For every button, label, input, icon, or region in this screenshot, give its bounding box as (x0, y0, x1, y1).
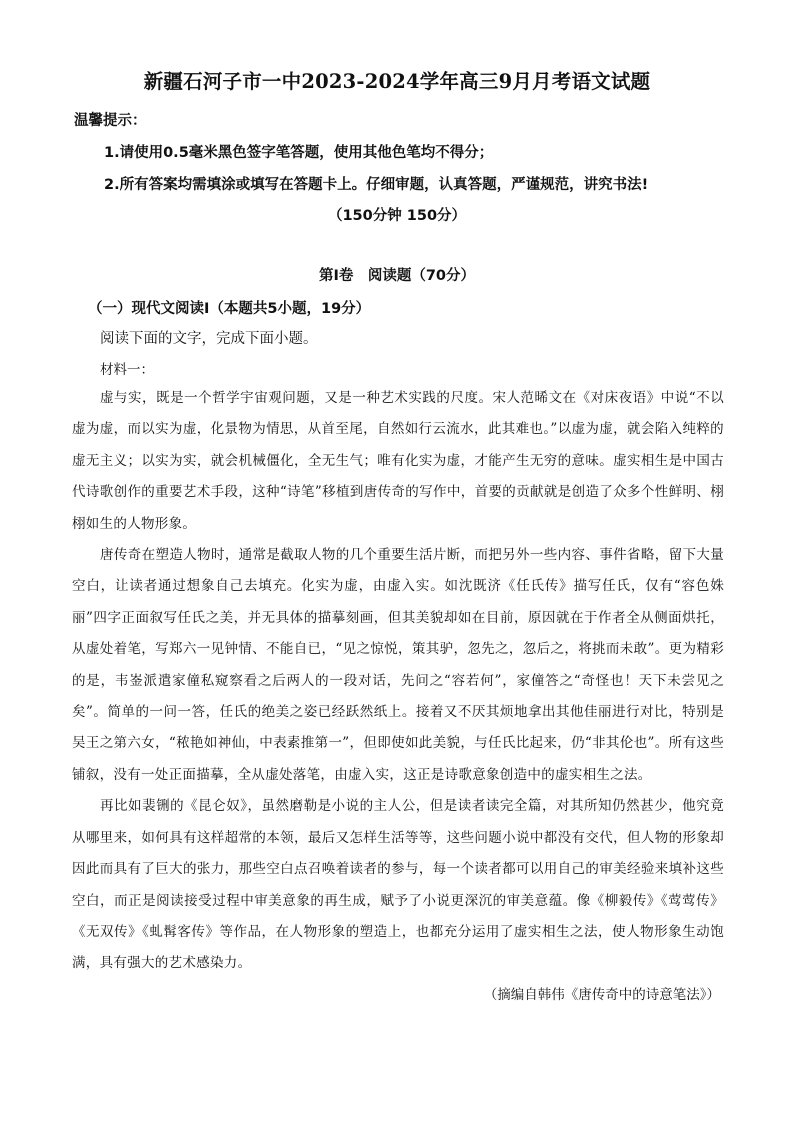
material-label: 材料一： (100, 362, 154, 378)
exam-time-score: （150分钟 150分） (327, 208, 467, 224)
notice-item-1: 1.请使用0.5毫米黑色签字笔答题，使用其他色笔均不得分； (104, 145, 494, 161)
passage-source: （摘编自韩伟《唐传奇中的诗意笔法》） (483, 987, 720, 1003)
passage (72, 383, 724, 980)
notice-label: 温馨提示： (74, 113, 147, 129)
passage-paragraph-3: 再比如裴铏的《昆仑奴》，虽然磨勒是小说的主人公，但是读者读完全篇，对其所知仍然甚少，他究竟从哪里来，如何具有这样超常的本领，最后又怎样生活等等，这些问题小说中都没有交代，但人物的形象却因此而具有了巨大的张力，那些空白点召唤着读者的参与，每一个读者都可以用自己的审美经验来填补这些空白，而正是阅读接受过程中审美意象的再生成，赋予了小说更深沉的审美意蕴。像《柳毅传》《莺莺传》《无双传》《虬髯客传》等作品，在人物形象的塑造上，也都充分运用了虚实相生之法，使人物形象生动饱满，具有强大的艺术感染力。 (72, 798, 724, 972)
exam-title: 新疆石河子市一中2023-2024学年高三9月月考语文试题 (143, 70, 651, 93)
part-title: 第Ⅰ卷 阅读题（70分） (318, 268, 476, 284)
section-title: （一）现代文阅读Ⅰ（本题共5小题，19分） (88, 301, 371, 317)
section-instruction: 阅读下面的文字，完成下面小题。 (100, 331, 318, 347)
passage-paragraph-2: 唐传奇在塑造人物时，通常是截取人物的几个重要生活片断，而把另外一些内容、事件省略，留下大量空白，让读者通过想象自己去填充。化实为虚，由虚入实。如沈既济《任氏传》描写任氏，仅有“容色姝丽”四字正面叙写任氏之美，并无具体的描摹刻画，但其美貌却如在目前，原因就在于作者全从侧面烘托，从虚处着笔，写郑六一见钟情、不能自已，“见之惊悦，策其驴，忽先之，忽后之，将挑而未敢”。更为精彩的是，韦崟派遣家僮私窥察看之后两人的一段对话，先问之“容若何”，家僮答之“奇怪也！天下未尝见之矣”。简单的一问一答，任氏的绝美之姿已经跃然纸上。接着又不厌其烦地拿出其他佳丽进行对比，特别是吴王之第六女，“秾艳如神仙，中表素推第一”，但即使如此美貌，与任氏比起来，仍“非其伦也”。所有这些铺叙，没有一处正面描摹，全从虚处落笔，由虚入实，这正是诗歌意象创造中的虚实相生之法。 (72, 547, 724, 783)
notice-item-2: 2.所有答案均需填涂或填写在答题卡上。仔细审题，认真答题，严谨规范，讲究书法! (104, 177, 649, 193)
passage-paragraph-1: 虚与实，既是一个哲学宇宙观问题，又是一种艺术实践的尺度。宋人范晞文在《对床夜语》中说“不以虚为虚，而以实为虚，化景物为情思，从首至尾，自然如行云流水，此其难也。”以虚为虚，就会陷入纯粹的虚无主义；以实为实，就会机械僵化，全无生气；唯有化实为虚，才能产生无穷的意味。虚实相生是中国古代诗歌创作的重要艺术手段，这种“诗笔”移植到唐传奇的写作中，首要的贡献就是创造了众多个性鲜明、栩栩如生的人物形象。 (72, 390, 724, 532)
